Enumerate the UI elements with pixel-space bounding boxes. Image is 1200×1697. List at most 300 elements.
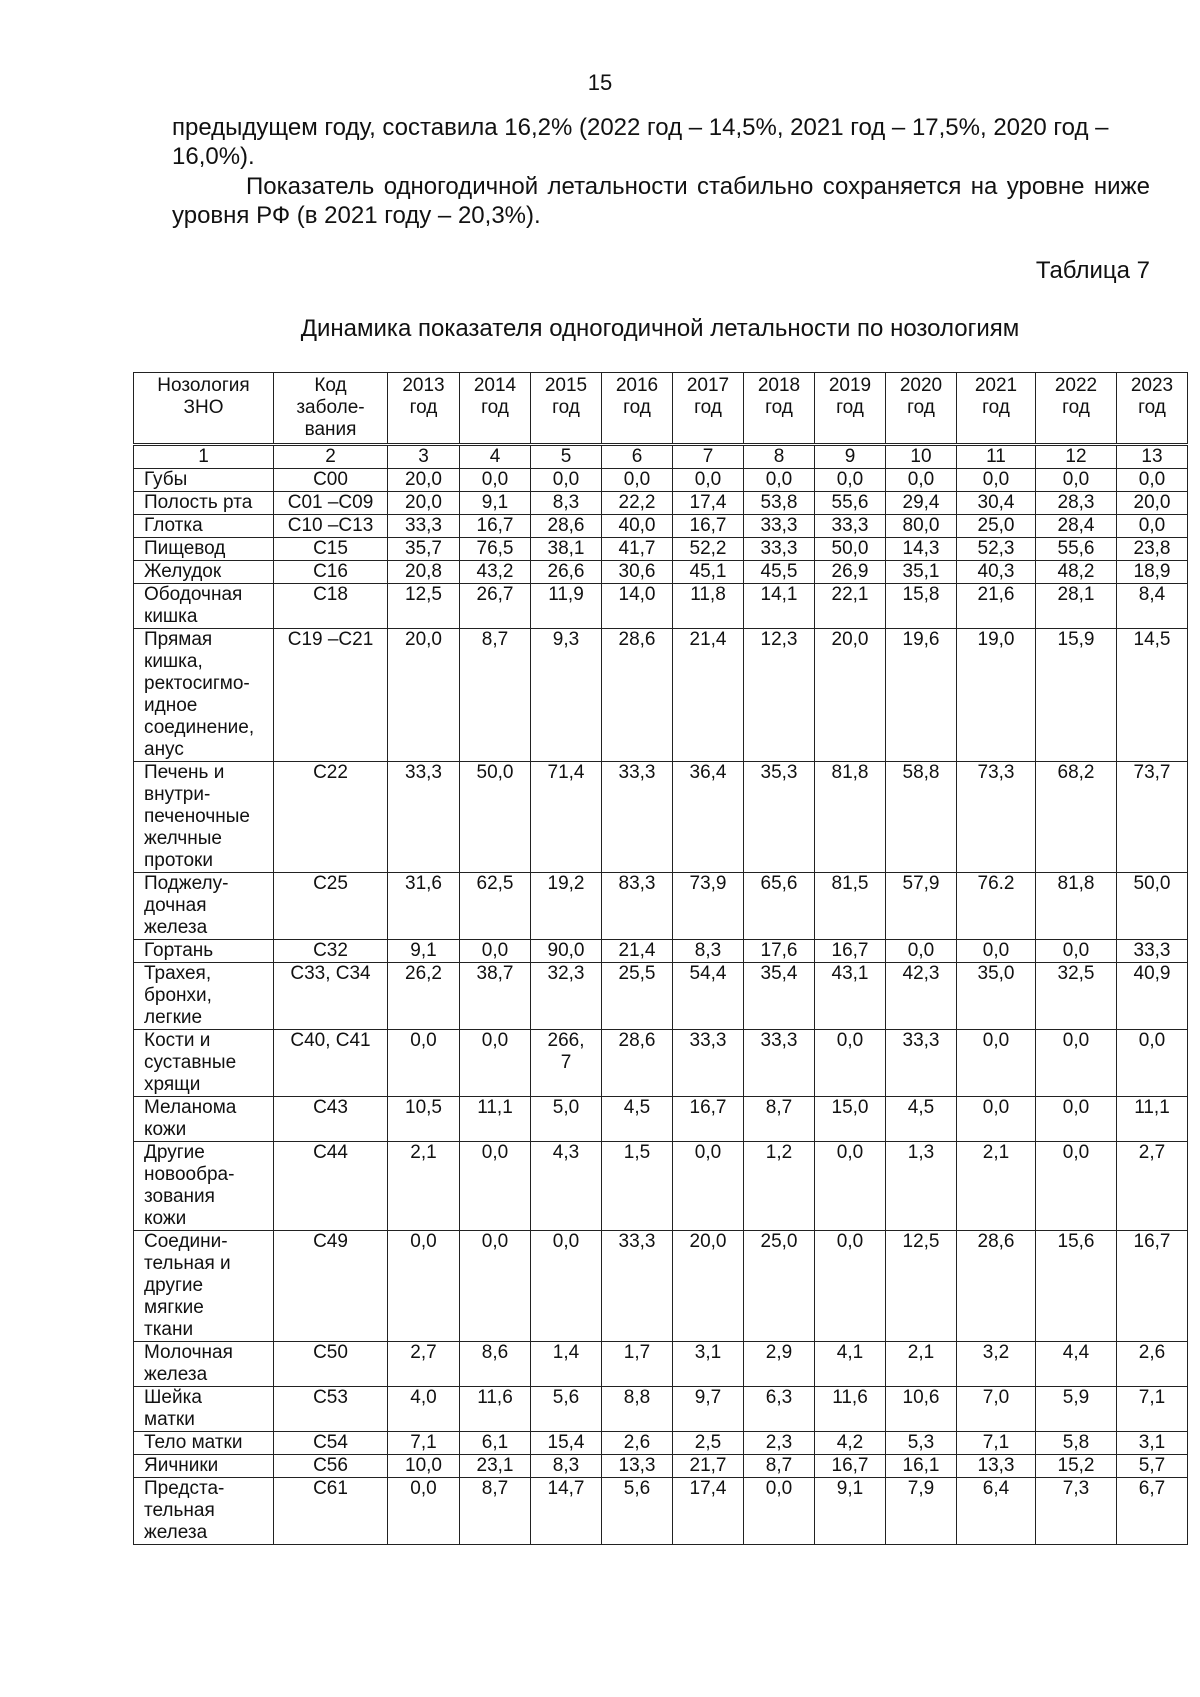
lethality-value: 33,3 bbox=[815, 515, 886, 538]
lethality-value: 28,6 bbox=[602, 1030, 673, 1097]
lethality-value: 81,5 bbox=[815, 873, 886, 940]
lethality-value: 2,1 bbox=[388, 1142, 460, 1231]
lethality-value: 0,0 bbox=[815, 1030, 886, 1097]
lethality-value: 8,3 bbox=[673, 940, 744, 963]
lethality-value: 14,5 bbox=[1117, 629, 1188, 762]
column-header: 2020 год bbox=[886, 373, 957, 445]
nosology-name: Поджелу- дочная железа bbox=[134, 873, 274, 940]
lethality-value: 4,5 bbox=[602, 1097, 673, 1142]
lethality-value: 52,3 bbox=[957, 538, 1036, 561]
column-header: 2023 год bbox=[1117, 373, 1188, 445]
nosology-name: Яичники bbox=[134, 1455, 274, 1478]
lethality-value: 26,2 bbox=[388, 963, 460, 1030]
lethality-value: 41,7 bbox=[602, 538, 673, 561]
lethality-value: 8,7 bbox=[460, 1478, 531, 1545]
column-number: 8 bbox=[744, 445, 815, 469]
nosology-name: Трахея, бронхи, легкие bbox=[134, 963, 274, 1030]
column-header: 2015 год bbox=[531, 373, 602, 445]
lethality-value: 14,1 bbox=[744, 584, 815, 629]
lethality-value: 8,7 bbox=[744, 1097, 815, 1142]
lethality-value: 36,4 bbox=[673, 762, 744, 873]
lethality-value: 81,8 bbox=[1036, 873, 1117, 940]
lethality-value: 0,0 bbox=[1036, 1030, 1117, 1097]
lethality-value: 15,2 bbox=[1036, 1455, 1117, 1478]
column-number: 7 bbox=[673, 445, 744, 469]
lethality-value: 68,2 bbox=[1036, 762, 1117, 873]
table-row bbox=[134, 469, 1188, 492]
lethality-value: 28,1 bbox=[1036, 584, 1117, 629]
table-row bbox=[134, 561, 1188, 584]
lethality-value: 0,0 bbox=[886, 469, 957, 492]
table-row bbox=[134, 1432, 1188, 1455]
nosology-name: Желудок bbox=[134, 561, 274, 584]
lethality-value: 19,2 bbox=[531, 873, 602, 940]
lethality-value: 0,0 bbox=[1036, 1097, 1117, 1142]
lethality-value: 0,0 bbox=[1117, 469, 1188, 492]
nosology-name: Пищевод bbox=[134, 538, 274, 561]
lethality-value: 2,7 bbox=[1117, 1142, 1188, 1231]
lethality-value: 15,8 bbox=[886, 584, 957, 629]
lethality-value: 2,7 bbox=[388, 1342, 460, 1387]
lethality-value: 5,0 bbox=[531, 1097, 602, 1142]
lethality-value: 28,3 bbox=[1036, 492, 1117, 515]
lethality-value: 0,0 bbox=[388, 1478, 460, 1545]
lethality-value: 13,3 bbox=[957, 1455, 1036, 1478]
lethality-value: 2,5 bbox=[673, 1432, 744, 1455]
lethality-value: 40,9 bbox=[1117, 963, 1188, 1030]
lethality-value: 7,1 bbox=[388, 1432, 460, 1455]
lethality-value: 8,6 bbox=[460, 1342, 531, 1387]
column-header: Код заболе- вания bbox=[274, 373, 388, 445]
lethality-value: 13,3 bbox=[602, 1455, 673, 1478]
lethality-value: 12,3 bbox=[744, 629, 815, 762]
lethality-value: 10,0 bbox=[388, 1455, 460, 1478]
lethality-value: 16,7 bbox=[673, 515, 744, 538]
disease-code: С15 bbox=[274, 538, 388, 561]
lethality-value: 81,8 bbox=[815, 762, 886, 873]
lethality-value: 16,1 bbox=[886, 1455, 957, 1478]
lethality-value: 20,0 bbox=[388, 492, 460, 515]
lethality-value: 58,8 bbox=[886, 762, 957, 873]
lethality-value: 20,8 bbox=[388, 561, 460, 584]
lethality-value: 42,3 bbox=[886, 963, 957, 1030]
column-header: 2021 год bbox=[957, 373, 1036, 445]
lethality-value: 17,4 bbox=[673, 1478, 744, 1545]
lethality-value: 0,0 bbox=[815, 1142, 886, 1231]
nosology-name: Соедини- тельная и другие мягкие ткани bbox=[134, 1231, 274, 1342]
lethality-value: 21,6 bbox=[957, 584, 1036, 629]
lethality-value: 21,7 bbox=[673, 1455, 744, 1478]
lethality-value: 1,2 bbox=[744, 1142, 815, 1231]
lethality-value: 3,1 bbox=[673, 1342, 744, 1387]
column-number: 2 bbox=[274, 445, 388, 469]
column-number: 13 bbox=[1117, 445, 1188, 469]
table-row bbox=[134, 1097, 1188, 1142]
lethality-value: 15,9 bbox=[1036, 629, 1117, 762]
lethality-value: 26,6 bbox=[531, 561, 602, 584]
lethality-value: 28,4 bbox=[1036, 515, 1117, 538]
table-row bbox=[134, 873, 1188, 940]
column-number: 10 bbox=[886, 445, 957, 469]
lethality-value: 50,0 bbox=[460, 762, 531, 873]
lethality-value: 20,0 bbox=[388, 469, 460, 492]
lethality-value: 33,3 bbox=[744, 515, 815, 538]
lethality-value: 54,4 bbox=[673, 963, 744, 1030]
lethality-value: 0,0 bbox=[388, 1030, 460, 1097]
lethality-value: 0,0 bbox=[460, 469, 531, 492]
lethality-value: 2,6 bbox=[602, 1432, 673, 1455]
column-number: 5 bbox=[531, 445, 602, 469]
lethality-value: 5,6 bbox=[531, 1387, 602, 1432]
lethality-value: 0,0 bbox=[957, 1030, 1036, 1097]
nosology-name: Глотка bbox=[134, 515, 274, 538]
lethality-value: 0,0 bbox=[957, 1097, 1036, 1142]
lethality-value: 16,7 bbox=[460, 515, 531, 538]
lethality-value: 76,5 bbox=[460, 538, 531, 561]
column-number: 12 bbox=[1036, 445, 1117, 469]
lethality-value: 90,0 bbox=[531, 940, 602, 963]
table-row bbox=[134, 762, 1188, 873]
lethality-value: 4,2 bbox=[815, 1432, 886, 1455]
lethality-value: 11,1 bbox=[460, 1097, 531, 1142]
table-header-row bbox=[134, 373, 1188, 445]
lethality-value: 10,6 bbox=[886, 1387, 957, 1432]
lethality-value: 8,3 bbox=[531, 492, 602, 515]
lethality-value: 9,7 bbox=[673, 1387, 744, 1432]
nosology-name: Шейка матки bbox=[134, 1387, 274, 1432]
lethality-value: 40,3 bbox=[957, 561, 1036, 584]
lethality-value: 25,0 bbox=[957, 515, 1036, 538]
lethality-value: 35,0 bbox=[957, 963, 1036, 1030]
lethality-value: 8,3 bbox=[531, 1455, 602, 1478]
lethality-value: 0,0 bbox=[744, 1478, 815, 1545]
page-number: 15 bbox=[587, 70, 613, 95]
table-row bbox=[134, 940, 1188, 963]
disease-code: С33, С34 bbox=[274, 963, 388, 1030]
disease-code: С22 bbox=[274, 762, 388, 873]
column-header: 2017 год bbox=[673, 373, 744, 445]
lethality-value: 0,0 bbox=[460, 940, 531, 963]
lethality-value: 4,4 bbox=[1036, 1342, 1117, 1387]
lethality-value: 33,3 bbox=[602, 762, 673, 873]
disease-code: С61 bbox=[274, 1478, 388, 1545]
lethality-value: 26,7 bbox=[460, 584, 531, 629]
table-column-number-row bbox=[134, 445, 1188, 469]
lethality-value: 35,7 bbox=[388, 538, 460, 561]
lethality-value: 28,6 bbox=[531, 515, 602, 538]
lethality-value: 0,0 bbox=[1036, 1142, 1117, 1231]
lethality-value: 38,7 bbox=[460, 963, 531, 1030]
table-row bbox=[134, 538, 1188, 561]
lethality-value: 23,8 bbox=[1117, 538, 1188, 561]
lethality-value: 0,0 bbox=[957, 469, 1036, 492]
lethality-value: 20,0 bbox=[388, 629, 460, 762]
column-header: 2013 год bbox=[388, 373, 460, 445]
lethality-value: 6,3 bbox=[744, 1387, 815, 1432]
table-row bbox=[134, 1478, 1188, 1545]
lethality-value: 0,0 bbox=[1117, 515, 1188, 538]
table-title: Динамика показателя одногодичной летальности по нозологиям bbox=[300, 315, 1020, 342]
lethality-value: 11,6 bbox=[815, 1387, 886, 1432]
column-number: 4 bbox=[460, 445, 531, 469]
lethality-value: 29,4 bbox=[886, 492, 957, 515]
lethality-value: 17,6 bbox=[744, 940, 815, 963]
lethality-value: 5,9 bbox=[1036, 1387, 1117, 1432]
disease-code: С56 bbox=[274, 1455, 388, 1478]
lethality-value: 1,7 bbox=[602, 1342, 673, 1387]
lethality-value: 16,7 bbox=[815, 1455, 886, 1478]
table-row bbox=[134, 584, 1188, 629]
disease-code: С50 bbox=[274, 1342, 388, 1387]
lethality-value: 6,1 bbox=[460, 1432, 531, 1455]
lethality-value: 48,2 bbox=[1036, 561, 1117, 584]
lethality-value: 52,2 bbox=[673, 538, 744, 561]
column-header: 2014 год bbox=[460, 373, 531, 445]
lethality-value: 14,0 bbox=[602, 584, 673, 629]
lethality-value: 80,0 bbox=[886, 515, 957, 538]
table-label: Таблица 7 bbox=[1035, 257, 1150, 284]
lethality-value: 0,0 bbox=[531, 1231, 602, 1342]
lethality-value: 32,3 bbox=[531, 963, 602, 1030]
paragraph-continuation: предыдущем году, составила 16,2% (2022 год – 14,5%, 2021 год – 17,5%, 2020 год – 16,0%). bbox=[172, 114, 1109, 170]
lethality-value: 14,3 bbox=[886, 538, 957, 561]
lethality-value: 35,4 bbox=[744, 963, 815, 1030]
lethality-value: 9,3 bbox=[531, 629, 602, 762]
lethality-value: 5,8 bbox=[1036, 1432, 1117, 1455]
lethality-value: 16,7 bbox=[815, 940, 886, 963]
lethality-value: 53,8 bbox=[744, 492, 815, 515]
lethality-value: 0,0 bbox=[673, 1142, 744, 1231]
lethality-value: 28,6 bbox=[957, 1231, 1036, 1342]
lethality-value: 35,3 bbox=[744, 762, 815, 873]
lethality-value: 20,0 bbox=[815, 629, 886, 762]
lethality-value: 57,9 bbox=[886, 873, 957, 940]
lethality-value: 12,5 bbox=[388, 584, 460, 629]
column-header: Нозология ЗНО bbox=[134, 373, 274, 445]
table-row bbox=[134, 492, 1188, 515]
lethality-value: 16,7 bbox=[1117, 1231, 1188, 1342]
lethality-value: 2,1 bbox=[886, 1342, 957, 1387]
lethality-value: 83,3 bbox=[602, 873, 673, 940]
table-row bbox=[134, 963, 1188, 1030]
lethality-value: 30,6 bbox=[602, 561, 673, 584]
lethality-value: 32,5 bbox=[1036, 963, 1117, 1030]
lethality-value: 15,4 bbox=[531, 1432, 602, 1455]
lethality-value: 20,0 bbox=[1117, 492, 1188, 515]
lethality-value: 0,0 bbox=[460, 1030, 531, 1097]
disease-code: С44 bbox=[274, 1142, 388, 1231]
lethality-value: 21,4 bbox=[673, 629, 744, 762]
lethality-value: 33,3 bbox=[388, 762, 460, 873]
lethality-value: 0,0 bbox=[886, 940, 957, 963]
lethality-value: 1,5 bbox=[602, 1142, 673, 1231]
paragraph-lethality: Показатель одногодичной летальности стабильно сохраняется на уровне ниже уровня РФ (в 2021 году – 20,3%). bbox=[172, 173, 1150, 229]
disease-code: С10 –С13 bbox=[274, 515, 388, 538]
nosology-name: Печень и внутри- печеночные желчные протоки bbox=[134, 762, 274, 873]
lethality-value: 4,1 bbox=[815, 1342, 886, 1387]
lethality-value: 12,5 bbox=[886, 1231, 957, 1342]
disease-code: С19 –С21 bbox=[274, 629, 388, 762]
disease-code: С32 bbox=[274, 940, 388, 963]
lethality-value: 7,9 bbox=[886, 1478, 957, 1545]
lethality-value: 28,6 bbox=[602, 629, 673, 762]
nosology-name: Полость рта bbox=[134, 492, 274, 515]
column-header: 2022 год bbox=[1036, 373, 1117, 445]
lethality-value: 0,0 bbox=[602, 469, 673, 492]
lethality-value: 3,1 bbox=[1117, 1432, 1188, 1455]
lethality-value: 25,5 bbox=[602, 963, 673, 1030]
lethality-value: 22,1 bbox=[815, 584, 886, 629]
nosology-name: Гортань bbox=[134, 940, 274, 963]
disease-code: С18 bbox=[274, 584, 388, 629]
lethality-value: 0,0 bbox=[1036, 469, 1117, 492]
lethality-value: 0,0 bbox=[460, 1142, 531, 1231]
lethality-value: 11,1 bbox=[1117, 1097, 1188, 1142]
lethality-value: 4,3 bbox=[531, 1142, 602, 1231]
column-number: 11 bbox=[957, 445, 1036, 469]
lethality-value: 5,7 bbox=[1117, 1455, 1188, 1478]
lethality-value: 7,1 bbox=[1117, 1387, 1188, 1432]
nosology-name: Ободочная кишка bbox=[134, 584, 274, 629]
lethality-value: 2,6 bbox=[1117, 1342, 1188, 1387]
lethality-value: 7,0 bbox=[957, 1387, 1036, 1432]
disease-code: С54 bbox=[274, 1432, 388, 1455]
lethality-value: 18,9 bbox=[1117, 561, 1188, 584]
lethality-value: 0,0 bbox=[815, 1231, 886, 1342]
disease-code: С40, С41 bbox=[274, 1030, 388, 1097]
lethality-value: 40,0 bbox=[602, 515, 673, 538]
disease-code: С25 bbox=[274, 873, 388, 940]
lethality-value: 62,5 bbox=[460, 873, 531, 940]
disease-code: С00 bbox=[274, 469, 388, 492]
lethality-value: 1,4 bbox=[531, 1342, 602, 1387]
lethality-value: 1,3 bbox=[886, 1142, 957, 1231]
lethality-value: 33,3 bbox=[602, 1231, 673, 1342]
lethality-value: 15,6 bbox=[1036, 1231, 1117, 1342]
lethality-value: 0,0 bbox=[1117, 1030, 1188, 1097]
lethality-value: 43,2 bbox=[460, 561, 531, 584]
nosology-name: Молочная железа bbox=[134, 1342, 274, 1387]
table-row bbox=[134, 515, 1188, 538]
lethality-value: 14,7 bbox=[531, 1478, 602, 1545]
lethality-value: 21,4 bbox=[602, 940, 673, 963]
nosology-name: Прямая кишка, ректосигмо- идное соединение, анус bbox=[134, 629, 274, 762]
lethality-value: 0,0 bbox=[957, 940, 1036, 963]
lethality-value: 9,1 bbox=[815, 1478, 886, 1545]
lethality-value: 0,0 bbox=[815, 469, 886, 492]
nosology-name: Губы bbox=[134, 469, 274, 492]
table-row bbox=[134, 1342, 1188, 1387]
lethality-value: 3,2 bbox=[957, 1342, 1036, 1387]
lethality-value: 8,7 bbox=[744, 1455, 815, 1478]
lethality-value: 7,1 bbox=[957, 1432, 1036, 1455]
lethality-value: 8,7 bbox=[460, 629, 531, 762]
lethality-value: 22,2 bbox=[602, 492, 673, 515]
column-header: 2016 год bbox=[602, 373, 673, 445]
lethality-value: 11,8 bbox=[673, 584, 744, 629]
lethality-value: 6,7 bbox=[1117, 1478, 1188, 1545]
lethality-value: 8,8 bbox=[602, 1387, 673, 1432]
lethality-value: 17,4 bbox=[673, 492, 744, 515]
lethality-value: 19,0 bbox=[957, 629, 1036, 762]
lethality-value: 15,0 bbox=[815, 1097, 886, 1142]
disease-code: С43 bbox=[274, 1097, 388, 1142]
lethality-value: 33,3 bbox=[673, 1030, 744, 1097]
lethality-value: 55,6 bbox=[1036, 538, 1117, 561]
table-body bbox=[134, 469, 1188, 1545]
column-number: 6 bbox=[602, 445, 673, 469]
table-row bbox=[134, 1231, 1188, 1342]
lethality-table bbox=[133, 372, 1188, 1545]
lethality-value: 73,7 bbox=[1117, 762, 1188, 873]
lethality-value: 71,4 bbox=[531, 762, 602, 873]
column-number: 1 bbox=[134, 445, 274, 469]
lethality-value: 33,3 bbox=[886, 1030, 957, 1097]
lethality-value: 8,4 bbox=[1117, 584, 1188, 629]
lethality-value: 0,0 bbox=[460, 1231, 531, 1342]
lethality-value: 33,3 bbox=[744, 1030, 815, 1097]
lethality-value: 73,9 bbox=[673, 873, 744, 940]
column-header: 2018 год bbox=[744, 373, 815, 445]
lethality-value: 16,7 bbox=[673, 1097, 744, 1142]
lethality-value: 43,1 bbox=[815, 963, 886, 1030]
disease-code: С53 bbox=[274, 1387, 388, 1432]
lethality-value: 4,0 bbox=[388, 1387, 460, 1432]
lethality-value: 0,0 bbox=[673, 469, 744, 492]
lethality-value: 38,1 bbox=[531, 538, 602, 561]
lethality-value: 65,6 bbox=[744, 873, 815, 940]
table-row bbox=[134, 1142, 1188, 1231]
disease-code: С49 bbox=[274, 1231, 388, 1342]
lethality-value: 50,0 bbox=[1117, 873, 1188, 940]
column-number: 3 bbox=[388, 445, 460, 469]
nosology-name: Меланома кожи bbox=[134, 1097, 274, 1142]
lethality-value: 45,5 bbox=[744, 561, 815, 584]
nosology-name: Кости и суставные хрящи bbox=[134, 1030, 274, 1097]
lethality-value: 33,3 bbox=[744, 538, 815, 561]
lethality-value: 7,3 bbox=[1036, 1478, 1117, 1545]
table-row bbox=[134, 1455, 1188, 1478]
lethality-value: 5,3 bbox=[886, 1432, 957, 1455]
nosology-name: Другие новообра- зования кожи bbox=[134, 1142, 274, 1231]
column-header: 2019 год bbox=[815, 373, 886, 445]
lethality-value: 33,3 bbox=[1117, 940, 1188, 963]
lethality-value: 50,0 bbox=[815, 538, 886, 561]
lethality-value: 55,6 bbox=[815, 492, 886, 515]
lethality-value: 0,0 bbox=[1036, 940, 1117, 963]
nosology-name: Предста- тельная железа bbox=[134, 1478, 274, 1545]
disease-code: С01 –С09 bbox=[274, 492, 388, 515]
column-number: 9 bbox=[815, 445, 886, 469]
lethality-value: 0,0 bbox=[531, 469, 602, 492]
lethality-value: 0,0 bbox=[388, 1231, 460, 1342]
table-row bbox=[134, 1387, 1188, 1432]
nosology-name: Тело матки bbox=[134, 1432, 274, 1455]
lethality-value: 11,6 bbox=[460, 1387, 531, 1432]
table-row bbox=[134, 629, 1188, 762]
lethality-value: 2,1 bbox=[957, 1142, 1036, 1231]
lethality-value: 2,9 bbox=[744, 1342, 815, 1387]
lethality-value: 30,4 bbox=[957, 492, 1036, 515]
lethality-value: 23,1 bbox=[460, 1455, 531, 1478]
lethality-value: 9,1 bbox=[460, 492, 531, 515]
lethality-value: 0,0 bbox=[744, 469, 815, 492]
lethality-value: 6,4 bbox=[957, 1478, 1036, 1545]
lethality-value: 45,1 bbox=[673, 561, 744, 584]
lethality-value: 25,0 bbox=[744, 1231, 815, 1342]
lethality-value: 5,6 bbox=[602, 1478, 673, 1545]
lethality-value: 76.2 bbox=[957, 873, 1036, 940]
